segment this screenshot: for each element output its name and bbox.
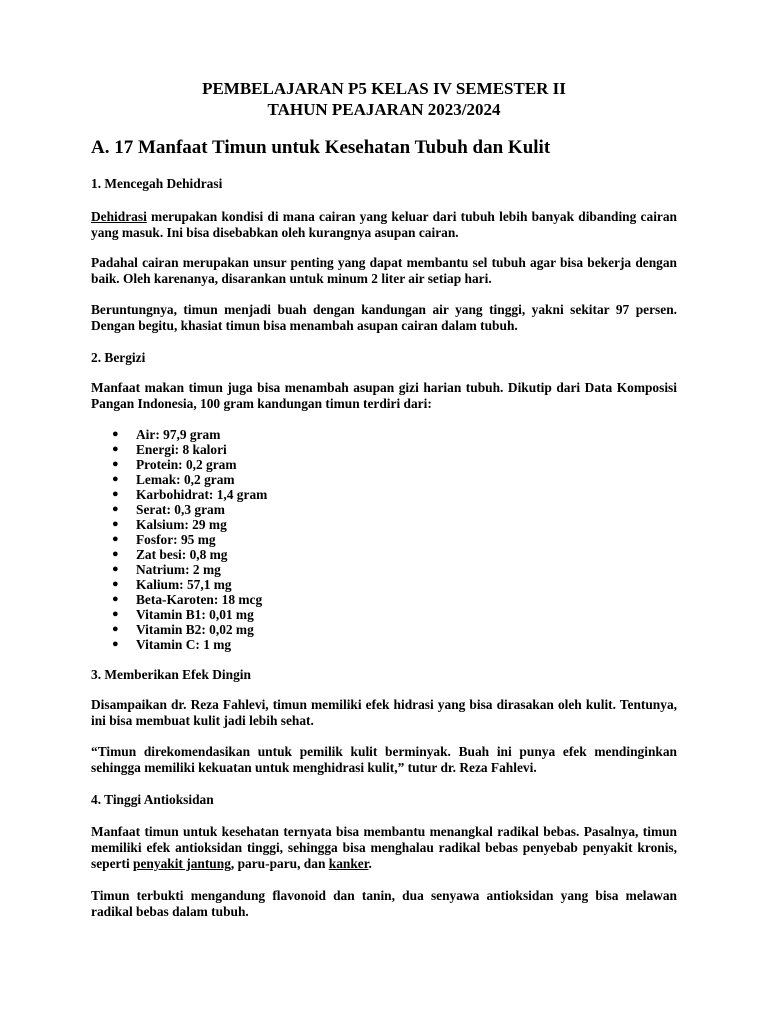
paragraph-flavonoid-tanin: Timun terbukti mengandung flavonoid dan tanin, dua senyawa antioksidan yang bisa melawan radikal bebas dalam tubuh. bbox=[91, 888, 677, 919]
heading-mencegah-dehidrasi: 1. Mencegah Dehidrasi bbox=[91, 176, 223, 191]
bullet-icon: ● bbox=[112, 458, 119, 470]
bullet-icon: ● bbox=[112, 548, 119, 560]
list-item: ● Protein: 0,2 gram bbox=[112, 457, 237, 472]
heading-tinggi-antioksidan: 4. Tinggi Antioksidan bbox=[91, 792, 214, 807]
paragraph-kandungan-air: Beruntungnya, timun menjadi buah dengan kandungan air yang tinggi, yakni sekitar 97 persen. Dengan begitu, khasiat timun bisa menambah asupan cairan dalam tubuh. bbox=[91, 302, 677, 333]
list-item: ● Kalium: 57,1 mg bbox=[112, 577, 232, 592]
list-item: ● Zat besi: 0,8 mg bbox=[112, 547, 228, 562]
bullet-icon: ● bbox=[112, 503, 119, 515]
list-item: ● Karbohidrat: 1,4 gram bbox=[112, 487, 268, 502]
title-line-1: PEMBELAJARAN P5 KELAS IV SEMESTER II bbox=[202, 79, 566, 98]
document-title bbox=[91, 78, 677, 120]
title-line-2: TAHUN PEAJARAN 2023/2024 bbox=[267, 100, 501, 119]
list-item: ● Fosfor: 95 mg bbox=[112, 532, 216, 547]
paragraph-gizi-intro: Manfaat makan timun juga bisa menambah asupan gizi harian tubuh. Dikutip dari Data Komposisi Pangan Indonesia, 100 gram kandungan timun terdiri dari: bbox=[91, 380, 677, 411]
paragraph-dehidrasi-text: merupakan kondisi di mana cairan yang keluar dari tubuh lebih banyak dibanding cairan yang masuk. Ini bisa disebabkan oleh kurangnya asupan cairan. bbox=[91, 209, 677, 240]
list-item: ● Vitamin C: 1 mg bbox=[112, 637, 232, 652]
bullet-icon: ● bbox=[112, 623, 119, 635]
link-dehidrasi[interactable]: Dehidrasi bbox=[91, 209, 147, 224]
list-item: ● Vitamin B2: 0,02 mg bbox=[112, 622, 254, 637]
paragraph-dehidrasi-definition bbox=[91, 209, 677, 241]
nutrition-list bbox=[91, 427, 677, 652]
bullet-icon: ● bbox=[112, 518, 119, 530]
link-kanker[interactable]: kanker bbox=[328, 856, 369, 871]
list-item: ● Air: 97,9 gram bbox=[112, 427, 221, 442]
document-page bbox=[91, 78, 677, 920]
bullet-icon: ● bbox=[112, 563, 119, 575]
paragraph-efek-hidrasi: Disampaikan dr. Reza Fahlevi, timun memiliki efek hidrasi yang bisa dirasakan oleh kulit. Tentunya, ini bisa membuat kulit jadi lebih sehat. bbox=[91, 697, 677, 728]
bullet-icon: ● bbox=[112, 473, 119, 485]
bullet-icon: ● bbox=[112, 533, 119, 545]
bullet-icon: ● bbox=[112, 488, 119, 500]
link-penyakit-jantung[interactable]: penyakit jantung bbox=[133, 856, 231, 871]
bullet-icon: ● bbox=[112, 593, 119, 605]
bullet-icon: ● bbox=[112, 578, 119, 590]
bullet-icon: ● bbox=[112, 608, 119, 620]
bullet-icon: ● bbox=[112, 638, 119, 650]
heading-efek-dingin: 3. Memberikan Efek Dingin bbox=[91, 667, 251, 682]
bullet-icon: ● bbox=[112, 443, 119, 455]
paragraph-cairan-penting: Padahal cairan merupakan unsur penting yang dapat membantu sel tubuh agar bisa bekerja dengan baik. Oleh karenanya, disarankan untuk minum 2 liter air setiap hari. bbox=[91, 255, 677, 286]
paragraph-radikal-bebas: Manfaat timun untuk kesehatan ternyata bisa membantu menangkal radikal bebas. Pasalnya, timun memiliki efek antioksidan tinggi, sehingga bisa menghalau radikal bebas penyebab penyakit kronis, seperti penyakit jantung, paru-paru, dan kanker. bbox=[91, 824, 677, 871]
list-item: ● Beta-Karoten: 18 mcg bbox=[112, 592, 263, 607]
heading-bergizi: 2. Bergizi bbox=[91, 350, 146, 365]
paragraph-quote-reza-fahlevi: “Timun direkomendasikan untuk pemilik kulit berminyak. Buah ini punya efek mendinginkan sehingga memiliki kekuatan untuk menghidrasi kulit,” tutur dr. Reza Fahlevi. bbox=[91, 744, 677, 775]
list-item: ● Energi: 8 kalori bbox=[112, 442, 227, 457]
bullet-icon: ● bbox=[112, 428, 119, 440]
list-item: ● Kalsium: 29 mg bbox=[112, 517, 227, 532]
section-a-title: A. 17 Manfaat Timun untuk Kesehatan Tubuh dan Kulit bbox=[91, 137, 551, 158]
list-item: ● Lemak: 0,2 gram bbox=[112, 472, 235, 487]
list-item: ● Natrium: 2 mg bbox=[112, 562, 221, 577]
list-item: ● Serat: 0,3 gram bbox=[112, 502, 225, 517]
list-item: ● Vitamin B1: 0,01 mg bbox=[112, 607, 254, 622]
